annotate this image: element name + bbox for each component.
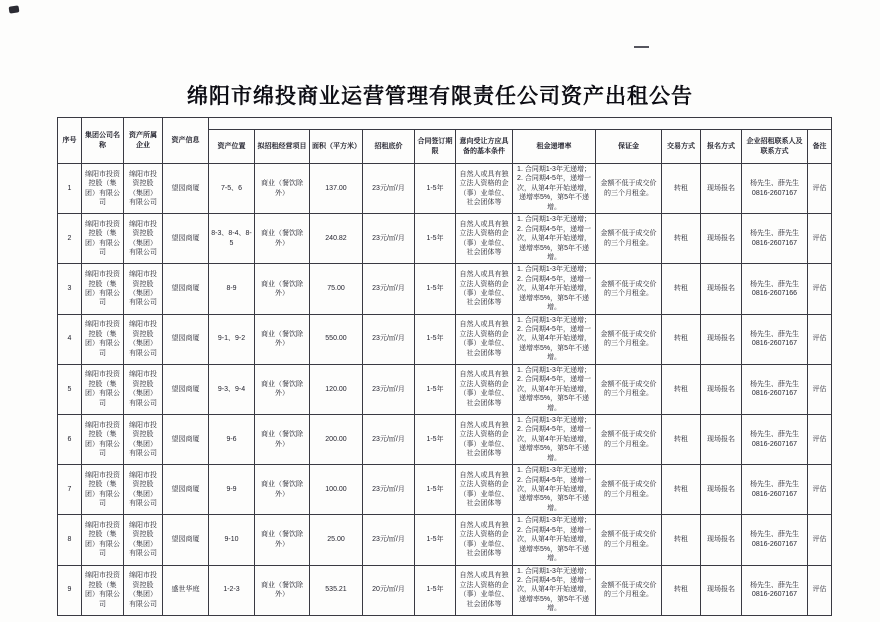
cell-no: 6 bbox=[58, 414, 82, 464]
cell-rent-increase: 1. 合同期1-3年无递增；2. 合同期4-5年，递增一次，从第4年开始递增，递增率5%，第5年不递增。 bbox=[513, 515, 596, 565]
cell-contact bbox=[742, 565, 808, 615]
cell-contract-term: 1-5年 bbox=[415, 414, 456, 464]
contact-names: 杨先生、薛先生 bbox=[750, 330, 799, 338]
cell-asset-info: 望园商厦 bbox=[163, 515, 209, 565]
cell-conditions: 自然人或具有独立法人资格的企（事）业单位、社会团体等 bbox=[456, 414, 513, 464]
cell-contact bbox=[742, 364, 808, 414]
cell-owner-enterprise: 绵阳市投资控股（集团）有限公司 bbox=[124, 565, 163, 615]
cell-signup-method: 现场报名 bbox=[701, 515, 742, 565]
header-asset-info: 资产信息 bbox=[163, 118, 209, 164]
contact-phone: 0816-2607167 bbox=[751, 189, 798, 197]
cell-contact bbox=[742, 465, 808, 515]
cell-trade-method: 转租 bbox=[662, 164, 701, 214]
header-trade-method: 交易方式 bbox=[662, 130, 701, 164]
cell-trade-method: 转租 bbox=[662, 364, 701, 414]
cell-base-price: 23元/㎡/月 bbox=[363, 364, 415, 414]
cell-base-price: 23元/㎡/月 bbox=[363, 314, 415, 364]
cell-signup-method: 现场报名 bbox=[701, 414, 742, 464]
table-row bbox=[58, 214, 832, 264]
table-row bbox=[58, 264, 832, 314]
header-owner-enterprise: 资产所属企业 bbox=[124, 118, 163, 164]
contact-names: 杨先生、薛先生 bbox=[750, 180, 799, 188]
cell-conditions: 自然人或具有独立法人资格的企（事）业单位、社会团体等 bbox=[456, 565, 513, 615]
cell-owner-enterprise: 绵阳市投资控股（集团）有限公司 bbox=[124, 364, 163, 414]
cell-conditions: 自然人或具有独立法人资格的企（事）业单位、社会团体等 bbox=[456, 364, 513, 414]
cell-group-company: 绵阳市投资控股（集团）有限公司 bbox=[82, 314, 124, 364]
header-strip-row bbox=[58, 118, 832, 130]
cell-base-price: 23元/㎡/月 bbox=[363, 164, 415, 214]
cell-area: 550.00 bbox=[310, 314, 363, 364]
cell-base-price: 23元/㎡/月 bbox=[363, 515, 415, 565]
cell-trade-method: 转租 bbox=[662, 465, 701, 515]
cell-signup-method: 现场报名 bbox=[701, 364, 742, 414]
cell-asset-info: 望园商厦 bbox=[163, 465, 209, 515]
cell-group-company: 绵阳市投资控股（集团）有限公司 bbox=[82, 264, 124, 314]
cell-area: 535.21 bbox=[310, 565, 363, 615]
cell-remark: 评估 bbox=[808, 214, 832, 264]
cell-asset-info: 望园商厦 bbox=[163, 314, 209, 364]
cell-remark: 评估 bbox=[808, 264, 832, 314]
header-rent-increase: 租金递增率 bbox=[513, 130, 596, 164]
header-empty-strip bbox=[209, 118, 832, 130]
cell-asset-info: 望园商厦 bbox=[163, 414, 209, 464]
contact-phone: 0816-2607167 bbox=[751, 440, 798, 448]
cell-remark: 评估 bbox=[808, 515, 832, 565]
contact-names: 杨先生、薛先生 bbox=[750, 230, 799, 238]
header-lease-project: 拟招租经营项目 bbox=[255, 130, 310, 164]
table-row bbox=[58, 314, 832, 364]
cell-deposit: 金额不低于成交价的三个月租金。 bbox=[596, 465, 662, 515]
cell-area: 25.00 bbox=[310, 515, 363, 565]
header-asset-location: 资产位置 bbox=[209, 130, 255, 164]
header-remark: 备注 bbox=[808, 130, 832, 164]
cell-rent-increase: 1. 合同期1-3年无递增；2. 合同期4-5年，递增一次，从第4年开始递增，递增率5%，第5年不递增。 bbox=[513, 314, 596, 364]
cell-contract-term: 1-5年 bbox=[415, 465, 456, 515]
cell-rent-increase: 1. 合同期1-3年无递增；2. 合同期4-5年，递增一次，从第4年开始递增，递增率5%，第5年不递增。 bbox=[513, 264, 596, 314]
cell-rent-increase: 1. 合同期1-3年无递增；2. 合同期4-5年，递增一次，从第4年开始递增，递增率5%，第5年不递增。 bbox=[513, 565, 596, 615]
cell-lease-project: 商业（餐饮除外） bbox=[255, 214, 310, 264]
cell-group-company: 绵阳市投资控股（集团）有限公司 bbox=[82, 364, 124, 414]
cell-conditions: 自然人或具有独立法人资格的企（事）业单位、社会团体等 bbox=[456, 164, 513, 214]
cell-area: 240.82 bbox=[310, 214, 363, 264]
cell-remark: 评估 bbox=[808, 364, 832, 414]
table-row bbox=[58, 164, 832, 214]
cell-deposit: 金额不低于成交价的三个月租金。 bbox=[596, 314, 662, 364]
cell-contact bbox=[742, 164, 808, 214]
contact-phone: 0816-2607167 bbox=[751, 390, 798, 398]
cell-signup-method: 现场报名 bbox=[701, 314, 742, 364]
contact-names: 杨先生、薛先生 bbox=[750, 481, 799, 489]
cell-signup-method: 现场报名 bbox=[701, 565, 742, 615]
cell-lease-project: 商业（餐饮除外） bbox=[255, 314, 310, 364]
cell-owner-enterprise: 绵阳市投资控股（集团）有限公司 bbox=[124, 264, 163, 314]
cell-rent-increase: 1. 合同期1-3年无递增；2. 合同期4-5年，递增一次，从第4年开始递增，递增率5%，第5年不递增。 bbox=[513, 414, 596, 464]
contact-phone: 0816-2607167 bbox=[751, 490, 798, 498]
cell-no: 1 bbox=[58, 164, 82, 214]
cell-trade-method: 转租 bbox=[662, 214, 701, 264]
cell-group-company: 绵阳市投资控股（集团）有限公司 bbox=[82, 515, 124, 565]
cell-owner-enterprise: 绵阳市投资控股（集团）有限公司 bbox=[124, 164, 163, 214]
contact-names: 杨先生、薛先生 bbox=[750, 431, 799, 439]
contact-phone: 0816-2607166 bbox=[751, 289, 798, 297]
cell-owner-enterprise: 绵阳市投资控股（集团）有限公司 bbox=[124, 214, 163, 264]
cell-contract-term: 1-5年 bbox=[415, 264, 456, 314]
cell-asset-info: 望园商厦 bbox=[163, 264, 209, 314]
cell-deposit: 金额不低于成交价的三个月租金。 bbox=[596, 414, 662, 464]
cell-base-price: 23元/㎡/月 bbox=[363, 465, 415, 515]
cell-area: 120.00 bbox=[310, 364, 363, 414]
cell-contact bbox=[742, 515, 808, 565]
page-title: 绵阳市绵投商业运营管理有限责任公司资产出租公告 bbox=[187, 85, 693, 108]
scan-artifact-top-right bbox=[634, 46, 649, 48]
cell-no: 8 bbox=[58, 515, 82, 565]
cell-signup-method: 现场报名 bbox=[701, 164, 742, 214]
header-conditions: 意向受让方应具备的基本条件 bbox=[456, 130, 513, 164]
contact-names: 杨先生、薛先生 bbox=[750, 581, 799, 589]
header-deposit: 保证金 bbox=[596, 130, 662, 164]
cell-deposit: 金额不低于成交价的三个月租金。 bbox=[596, 515, 662, 565]
table-header bbox=[58, 118, 832, 164]
contact-phone: 0816-2607167 bbox=[751, 340, 798, 348]
cell-asset-info: 望园商厦 bbox=[163, 214, 209, 264]
cell-owner-enterprise: 绵阳市投资控股（集团）有限公司 bbox=[124, 465, 163, 515]
cell-deposit: 金额不低于成交价的三个月租金。 bbox=[596, 214, 662, 264]
cell-lease-project: 商业（餐饮除外） bbox=[255, 364, 310, 414]
cell-lease-project: 商业（餐饮除外） bbox=[255, 465, 310, 515]
cell-remark: 评估 bbox=[808, 414, 832, 464]
contact-phone: 0816-2607167 bbox=[751, 540, 798, 548]
cell-asset-location: 9-3、9-4 bbox=[209, 364, 255, 414]
cell-contract-term: 1-5年 bbox=[415, 214, 456, 264]
cell-deposit: 金额不低于成交价的三个月租金。 bbox=[596, 164, 662, 214]
cell-rent-increase: 1. 合同期1-3年无递增；2. 合同期4-5年，递增一次，从第4年开始递增，递增率5%，第5年不递增。 bbox=[513, 214, 596, 264]
cell-asset-location: 1-2-3 bbox=[209, 565, 255, 615]
table-row bbox=[58, 515, 832, 565]
header-contract-term: 合同签订期限 bbox=[415, 130, 456, 164]
cell-lease-project: 商业（餐饮除外） bbox=[255, 414, 310, 464]
table-row bbox=[58, 465, 832, 515]
cell-area: 200.00 bbox=[310, 414, 363, 464]
table-row bbox=[58, 364, 832, 414]
cell-base-price: 20元/㎡/月 bbox=[363, 565, 415, 615]
contact-phone: 0816-2607167 bbox=[751, 239, 798, 247]
cell-trade-method: 转租 bbox=[662, 515, 701, 565]
cell-trade-method: 转租 bbox=[662, 565, 701, 615]
asset-rental-table bbox=[57, 117, 832, 616]
cell-rent-increase: 1. 合同期1-3年无递增；2. 合同期4-5年，递增一次，从第4年开始递增，递增率5%，第5年不递增。 bbox=[513, 364, 596, 414]
cell-contact bbox=[742, 214, 808, 264]
cell-contact bbox=[742, 264, 808, 314]
table-row bbox=[58, 565, 832, 615]
cell-conditions: 自然人或具有独立法人资格的企（事）业单位、社会团体等 bbox=[456, 314, 513, 364]
cell-conditions: 自然人或具有独立法人资格的企（事）业单位、社会团体等 bbox=[456, 465, 513, 515]
cell-asset-location: 9-1、9-2 bbox=[209, 314, 255, 364]
cell-no: 7 bbox=[58, 465, 82, 515]
contact-names: 杨先生、薛先生 bbox=[750, 380, 799, 388]
cell-contract-term: 1-5年 bbox=[415, 565, 456, 615]
cell-base-price: 23元/㎡/月 bbox=[363, 414, 415, 464]
cell-asset-info: 望园商厦 bbox=[163, 364, 209, 414]
header-signup-method: 报名方式 bbox=[701, 130, 742, 164]
cell-owner-enterprise: 绵阳市投资控股（集团）有限公司 bbox=[124, 314, 163, 364]
cell-asset-location: 9-6 bbox=[209, 414, 255, 464]
cell-remark: 评估 bbox=[808, 565, 832, 615]
cell-group-company: 绵阳市投资控股（集团）有限公司 bbox=[82, 414, 124, 464]
cell-remark: 评估 bbox=[808, 314, 832, 364]
cell-contact bbox=[742, 314, 808, 364]
contact-names: 杨先生、薛先生 bbox=[750, 280, 799, 288]
cell-contract-term: 1-5年 bbox=[415, 364, 456, 414]
cell-contract-term: 1-5年 bbox=[415, 515, 456, 565]
cell-remark: 评估 bbox=[808, 164, 832, 214]
cell-no: 2 bbox=[58, 214, 82, 264]
cell-base-price: 23元/㎡/月 bbox=[363, 214, 415, 264]
cell-area: 137.00 bbox=[310, 164, 363, 214]
cell-asset-location: 8-9 bbox=[209, 264, 255, 314]
cell-signup-method: 现场报名 bbox=[701, 214, 742, 264]
cell-asset-location: 9-9 bbox=[209, 465, 255, 515]
cell-conditions: 自然人或具有独立法人资格的企（事）业单位、社会团体等 bbox=[456, 264, 513, 314]
contact-phone: 0816-2607167 bbox=[751, 591, 798, 599]
table-row bbox=[58, 414, 832, 464]
cell-deposit: 金额不低于成交价的三个月租金。 bbox=[596, 264, 662, 314]
cell-owner-enterprise: 绵阳市投资控股（集团）有限公司 bbox=[124, 414, 163, 464]
cell-trade-method: 转租 bbox=[662, 314, 701, 364]
cell-area: 75.00 bbox=[310, 264, 363, 314]
scan-artifact-top-left bbox=[9, 5, 20, 13]
cell-lease-project: 商业（餐饮除外） bbox=[255, 264, 310, 314]
header-contact: 企业招租联系人及联系方式 bbox=[742, 130, 808, 164]
cell-rent-increase: 1. 合同期1-3年无递增；2. 合同期4-5年，递增一次，从第4年开始递增，递增率5%，第5年不递增。 bbox=[513, 164, 596, 214]
cell-group-company: 绵阳市投资控股（集团）有限公司 bbox=[82, 565, 124, 615]
table-body bbox=[58, 164, 832, 616]
cell-no: 4 bbox=[58, 314, 82, 364]
cell-no: 9 bbox=[58, 565, 82, 615]
cell-signup-method: 现场报名 bbox=[701, 264, 742, 314]
cell-conditions: 自然人或具有独立法人资格的企（事）业单位、社会团体等 bbox=[456, 515, 513, 565]
cell-asset-location: 7-5、6 bbox=[209, 164, 255, 214]
cell-signup-method: 现场报名 bbox=[701, 465, 742, 515]
cell-asset-location: 9-10 bbox=[209, 515, 255, 565]
header-no: 序号 bbox=[58, 118, 82, 164]
cell-asset-info: 盛世华庭 bbox=[163, 565, 209, 615]
cell-owner-enterprise: 绵阳市投资控股（集团）有限公司 bbox=[124, 515, 163, 565]
cell-group-company: 绵阳市投资控股（集团）有限公司 bbox=[82, 214, 124, 264]
cell-deposit: 金额不低于成交价的三个月租金。 bbox=[596, 364, 662, 414]
cell-base-price: 23元/㎡/月 bbox=[363, 264, 415, 314]
cell-group-company: 绵阳市投资控股（集团）有限公司 bbox=[82, 164, 124, 214]
cell-asset-info: 望园商厦 bbox=[163, 164, 209, 214]
cell-lease-project: 商业（餐饮除外） bbox=[255, 515, 310, 565]
header-area: 面积（平方米） bbox=[310, 130, 363, 164]
contact-names: 杨先生、薛先生 bbox=[750, 531, 799, 539]
cell-area: 100.00 bbox=[310, 465, 363, 515]
header-base-price: 招租底价 bbox=[363, 130, 415, 164]
cell-deposit: 金额不低于成交价的三个月租金。 bbox=[596, 565, 662, 615]
cell-group-company: 绵阳市投资控股（集团）有限公司 bbox=[82, 465, 124, 515]
cell-conditions: 自然人或具有独立法人资格的企（事）业单位、社会团体等 bbox=[456, 214, 513, 264]
cell-lease-project: 商业（餐饮除外） bbox=[255, 565, 310, 615]
cell-asset-location: 8-3、8-4、8-5 bbox=[209, 214, 255, 264]
header-group-company: 集团公司名称 bbox=[82, 118, 124, 164]
cell-contact bbox=[742, 414, 808, 464]
cell-rent-increase: 1. 合同期1-3年无递增；2. 合同期4-5年，递增一次，从第4年开始递增，递增率5%，第5年不递增。 bbox=[513, 465, 596, 515]
cell-contract-term: 1-5年 bbox=[415, 314, 456, 364]
cell-no: 3 bbox=[58, 264, 82, 314]
cell-remark: 评估 bbox=[808, 465, 832, 515]
cell-no: 5 bbox=[58, 364, 82, 414]
cell-lease-project: 商业（餐饮除外） bbox=[255, 164, 310, 214]
cell-contract-term: 1-5年 bbox=[415, 164, 456, 214]
cell-trade-method: 转租 bbox=[662, 264, 701, 314]
cell-trade-method: 转租 bbox=[662, 414, 701, 464]
